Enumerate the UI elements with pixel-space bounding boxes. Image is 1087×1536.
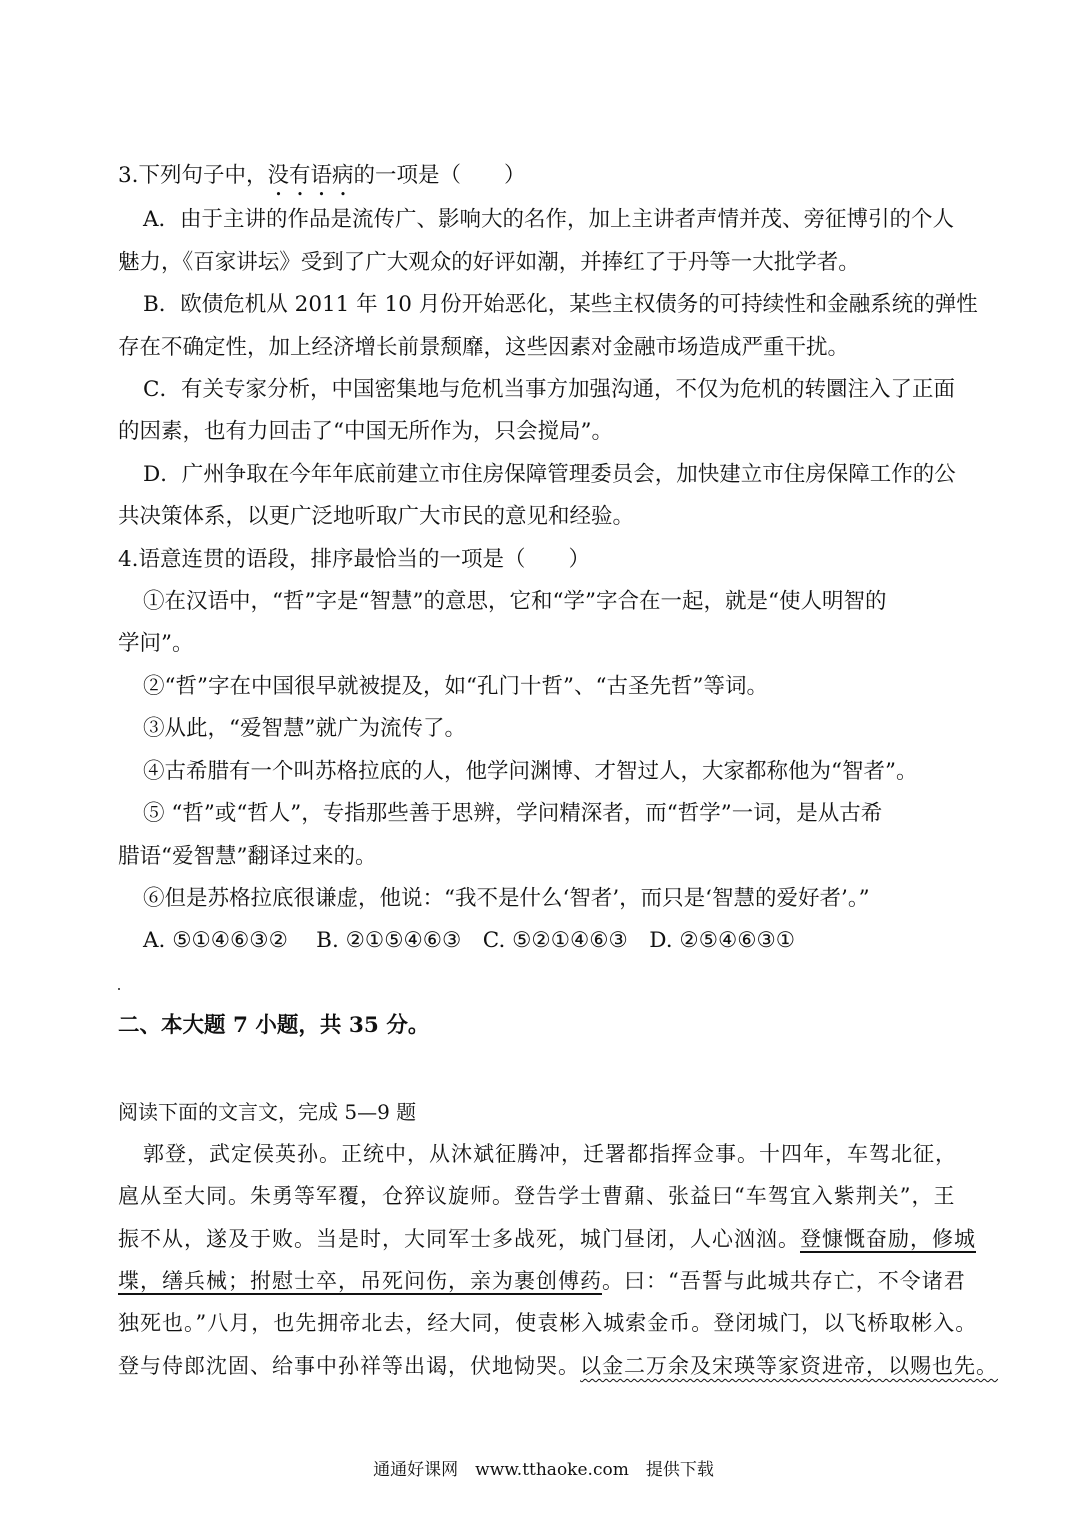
question-3-option-d-line-2: 共决策体系，以更广泛地听取广大市民的意见和经验。: [118, 504, 635, 529]
question-4-sentence-1-line-2: 学问”。: [118, 631, 194, 656]
question-3-option-b-line-1: B．欧债危机从 2011 年 10 月份开始恶化，某些主权债务的可持续性和金融系统的弹性: [143, 292, 978, 317]
question-4-sentence-2: ②“哲”字在中国很早就被提及，如“孔门十哲”、“古圣先哲”等词。: [143, 674, 768, 699]
reading-passage-line-4-text: 。曰：“吾誓与此城共存亡，不令诸君: [602, 1269, 966, 1293]
scan-speck: [118, 988, 120, 990]
question-4-sentence-6: ⑥但是苏格拉底很谦虚，他说：“我不是什么‘智者’，而只是‘智慧的爱好者’。”: [143, 886, 870, 911]
question-4-sentence-5-line-1: ⑤ “哲”或“哲人”，专指那些善于思辨，学问精深者，而“哲学”一词，是从古希: [143, 801, 883, 826]
question-3-option-a-line-2: 魅力，《百家讲坛》受到了广大观众的好评如潮，并捧红了于丹等一大批学者。: [118, 250, 860, 275]
question-3-stem: [118, 160, 526, 201]
reading-underlined-sentence-part-1: 登慷慨奋励，修城: [800, 1227, 976, 1251]
reading-passage-line-6: [118, 1350, 998, 1382]
reading-passage-line-3: [118, 1223, 976, 1255]
reading-passage-line-5: 独死也。”八月，也先拥帝北去，经大同，使袁彬入城索金币。登闭城门，以飞桥取彬入。: [118, 1311, 978, 1335]
question-3-option-c-line-1: C．有关专家分析，中国密集地与危机当事方加强沟通，不仅为危机的转圜注入了正面: [143, 377, 955, 402]
question-3-option-c-line-2: 的因素，也有力回击了“中国无所作为，只会搅局”。: [118, 419, 613, 444]
reading-underlined-sentence-part-2: 堞，缮兵械；拊慰士卒，吊死问伤，亲为裹创傅药: [118, 1269, 602, 1293]
question-3-option-d-line-1: D．广州争取在今年年底前建立市住房保障管理委员会，加快建立市住房保障工作的公: [143, 462, 956, 487]
question-3-stem-pre: 3.下列句子中，: [118, 163, 268, 188]
question-3-stem-post: 的一项是（ ）: [353, 163, 526, 188]
question-4-stem: 4.语意连贯的语段，排序最恰当的一项是（ ）: [118, 547, 591, 572]
reading-passage-line-6-text: 登与侍郎沈固、给事中孙祥等出谒，伏地恸哭。: [118, 1354, 580, 1378]
question-4-sentence-5-line-2: 腊语“爱智慧”翻译过来的。: [118, 844, 377, 869]
reading-wavy-underlined-sentence: 以金二万余及宋瑛等家资进帝，以赐也先。: [580, 1354, 998, 1378]
question-4-sentence-1-line-1: ①在汉语中，“哲”字是“智慧”的意思，它和“学”字合在一起，就是“使人明智的: [143, 589, 887, 614]
page-footer: 通通好课网 www.tthaoke.com 提供下载: [373, 1460, 714, 1480]
reading-passage-line-3-text: 振不从，遂及于败。当是时，大同军士多战死，城门昼闭，人心汹汹。: [118, 1227, 800, 1251]
section-2-heading: 二、本大题 7 小题，共 35 分。: [118, 1013, 430, 1038]
reading-passage-line-4: [118, 1265, 966, 1297]
question-3-option-a-line-1: A．由于主讲的作品是流传广、影响大的名作，加上主讲者声情并茂、旁征博引的个人: [143, 207, 955, 232]
reading-passage-line-1: 郭登，武定侯英孙。正统中，从沐斌征腾冲，迁署都指挥佥事。十四年，车驾北征，: [143, 1142, 957, 1166]
reading-passage-line-2: 扈从至大同。朱勇等军覆，仓猝议旋师。登告学士曹鼐、张益曰“车驾宜入紫荆关”，王: [118, 1184, 956, 1208]
question-4-options: A. ⑤①④⑥③② B. ②①⑤④⑥③ C. ⑤②①④⑥③ D. ②⑤④⑥③①: [143, 928, 796, 953]
reading-intro: 阅读下面的文言文，完成 5—9 题: [118, 1100, 417, 1124]
question-3-stem-emphasis: 没有语病: [267, 163, 354, 188]
question-4-sentence-4: ④古希腊有一个叫苏格拉底的人，他学问渊博、才智过人，大家都称他为“智者”。: [143, 759, 918, 784]
question-4-sentence-3: ③从此，“爱智慧”就广为流传了。: [143, 716, 466, 741]
question-3-option-b-line-2: 存在不确定性，加上经济增长前景颓靡，这些因素对金融市场造成严重干扰。: [118, 335, 850, 360]
